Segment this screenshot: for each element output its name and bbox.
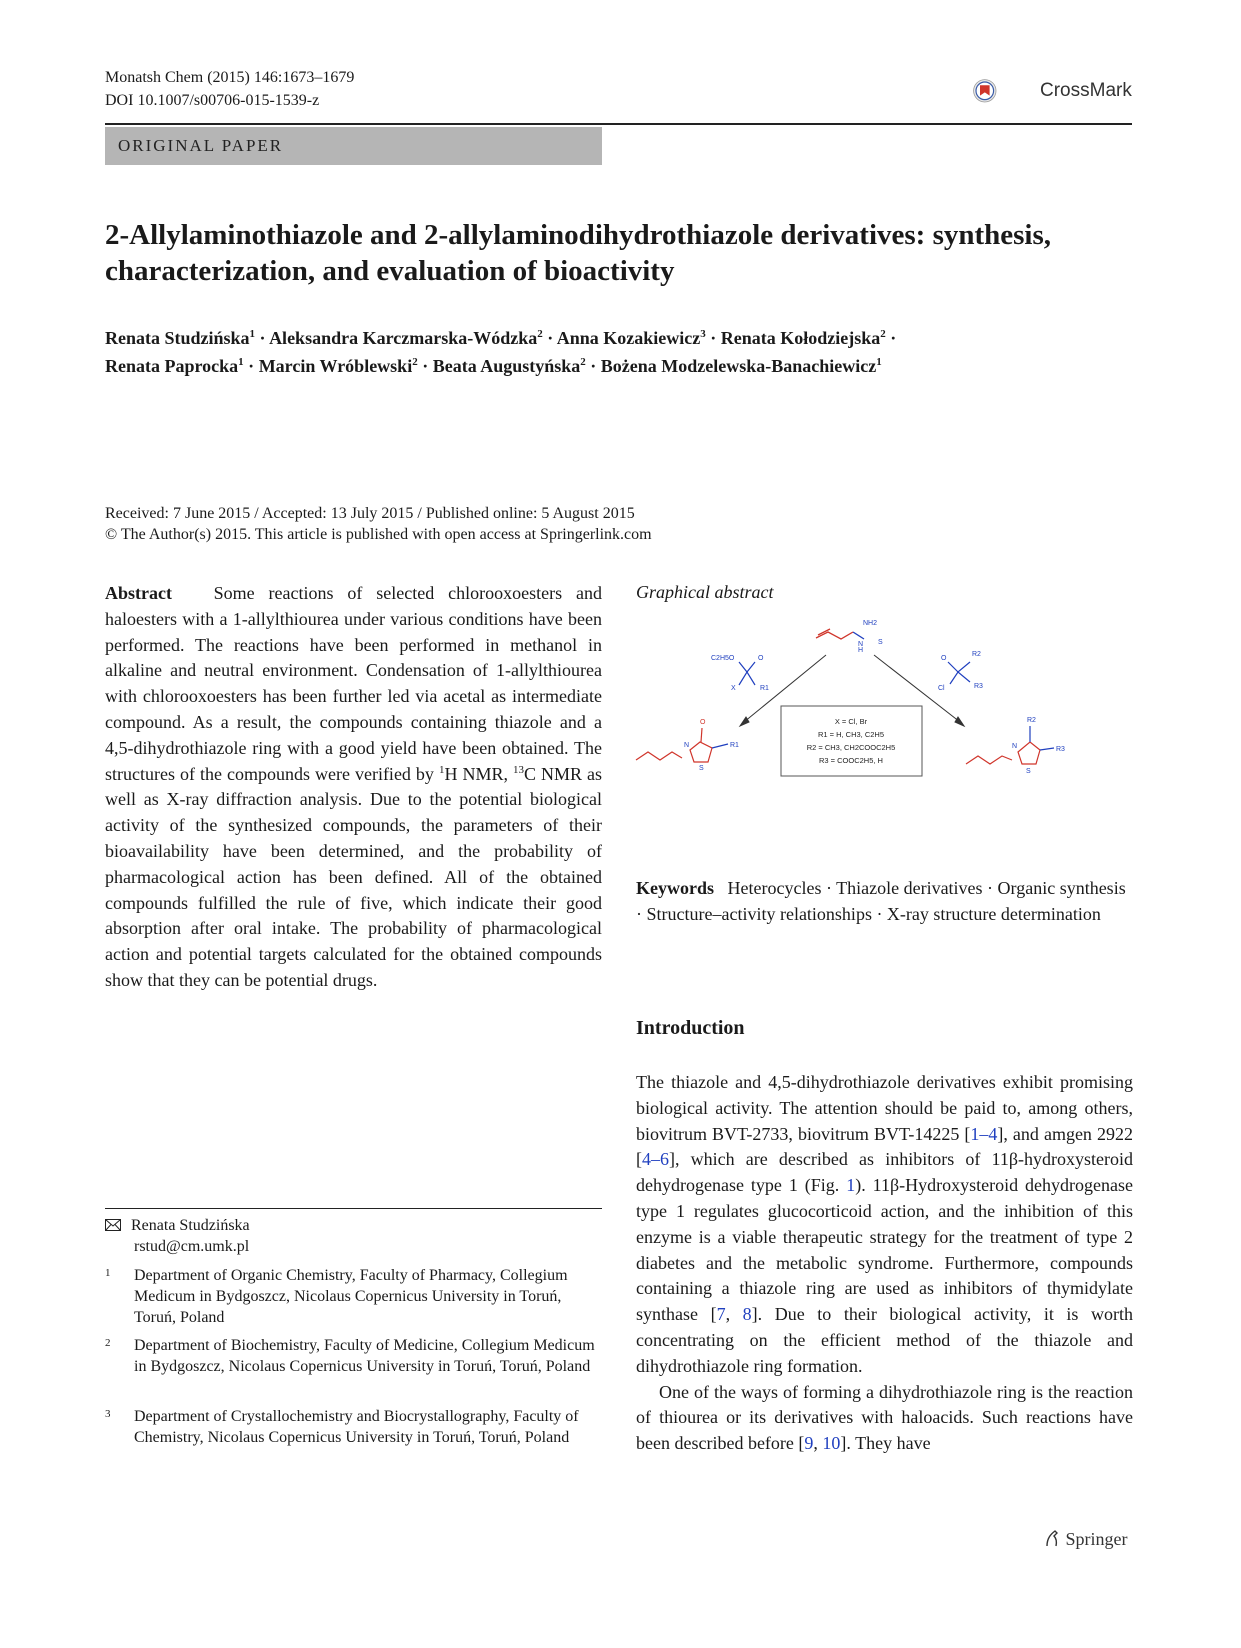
paragraph-text: ). 11β-Hydroxysteroid dehydrogenase type 1 regulates glucocorticoid action, and the inhibition of this enzyme is a viable therapeutic strategy for the treatment of type 2 diabetes and the metabolic syndrome. Furthermore, compounds containing a thiazole ring are used as inhibitors of thymidylate synthase [: [636, 1175, 1133, 1325]
doi[interactable]: DOI 10.1007/s00706-015-1539-z: [105, 92, 320, 109]
affiliation-text: Department of Crystallochemistry and Biocrystallography, Faculty of Chemistry, Nicolaus Copernicus University in Toruń, Toruń, Poland: [134, 1408, 579, 1446]
affiliation-number: 3: [105, 1408, 111, 1420]
cl-label: Cl: [938, 685, 945, 692]
author-name: Marcin Wróblewski: [258, 356, 413, 376]
abstract-text-c: C NMR as well as X-ray diffraction analysis. Due to the potential biological activity of the synthesized compounds, the parameters of their bioavailability have been determined, and the probability of pharmacological action has been defined. All of the obtained compounds fulfilled the rule of five, which indicate their good absorption after oral intake. The probability of pharmacological action and potential targets calculated for the obtained compounds show that they can be potential drugs.: [105, 763, 603, 990]
citation-link[interactable]: 1: [846, 1175, 856, 1196]
paper-type-banner: ORIGINAL PAPER: [105, 127, 602, 165]
citation-link[interactable]: 8: [742, 1304, 752, 1325]
condition-4: R3 = COOC2H5, H: [819, 756, 883, 765]
paragraph-text: The thiazole and 4,5-dihydrothiazole derivatives exhibit promising biological activity. The attention should be paid to, among others, biovitrum BVT-2733, biovitrum BVT-14225 [: [636, 1072, 1133, 1144]
affiliation-number: 2: [105, 1337, 111, 1349]
r2-label-reagent: R2: [972, 651, 981, 658]
paragraph-text: ,: [725, 1304, 743, 1325]
condition-3: R2 = CH3, CH2COOC2H5: [806, 743, 896, 752]
introduction-body: [636, 1070, 1133, 1457]
h-nmr-superscript: 1: [438, 763, 445, 776]
author-affiliation-mark: 2: [580, 356, 586, 368]
condition-2: R1 = H, CH3, C2H5: [817, 730, 885, 739]
correspondence: [105, 1215, 250, 1257]
introduction-heading: Introduction: [636, 1017, 745, 1039]
citation-link[interactable]: 4–6: [642, 1149, 669, 1170]
publication-dates: [105, 503, 652, 545]
r1-label-product: R1: [730, 742, 739, 749]
publisher-footer: [1043, 1528, 1128, 1550]
graphical-abstract-scheme: [636, 620, 1112, 820]
author-affiliation-mark: 1: [876, 356, 882, 368]
crossmark-label[interactable]: CrossMark: [1040, 80, 1132, 101]
paragraph-text: ,: [813, 1433, 823, 1454]
ester-label: C2H5O: [711, 655, 735, 662]
paper-title: 2-Allylaminothiazole and 2-allylaminodihydrothiazole derivatives: synthesis, characterization, and evaluation of bioactivity: [105, 219, 1052, 287]
h-label: H: [858, 647, 864, 654]
thiazole-product: [966, 726, 1054, 764]
r2-label-product: R2: [1027, 717, 1036, 724]
journal-citation: Monatsh Chem (2015) 146:1673–1679: [105, 69, 355, 86]
introduction-paragraph-2: [636, 1380, 1133, 1457]
abstract-text-b: H NMR,: [444, 763, 513, 784]
author-name: Aleksandra Karczmarska-Wódzka: [269, 328, 538, 348]
affiliation-1: [105, 1265, 602, 1328]
footnote-rule: [105, 1208, 602, 1209]
springer-horse-icon: [1043, 1528, 1061, 1548]
abstract: [105, 581, 602, 994]
o-label-right: O: [941, 655, 947, 662]
publisher-name: Springer: [1065, 1529, 1128, 1549]
keywords: [636, 876, 1133, 928]
keywords-label: Keywords: [636, 878, 714, 898]
citation-link[interactable]: 10: [822, 1433, 841, 1454]
author-affiliation-mark: 2: [880, 328, 886, 340]
c-nmr-superscript: 13: [512, 763, 524, 776]
author-affiliation-mark: 1: [238, 356, 244, 368]
envelope-icon: [105, 1219, 121, 1231]
dates-line: Received: 7 June 2015 / Accepted: 13 July 2015 / Published online: 5 August 2015: [105, 505, 635, 522]
x-label: X: [731, 685, 736, 692]
n-label-product-left: N: [684, 742, 690, 749]
header-rule: [105, 123, 1132, 125]
author-name: Anna Kozakiewicz: [556, 328, 701, 348]
paragraph-text: One of the ways of forming a dihydrothiazole ring is the reaction of thiourea or its derivatives with haloacids. Such reactions have been described before [: [636, 1381, 1133, 1454]
s-label-product-right: S: [1026, 768, 1031, 775]
nh-bond: [853, 632, 864, 639]
affiliation-2: [105, 1335, 602, 1377]
journal-header: [105, 66, 354, 112]
abstract-text-a: Some reactions of selected chlorooxoesters and haloesters with a 1-allylthiourea under various conditions have been performed. The reactions have been performed in methanol in alkaline and neutral environment. Condensation of 1-allylthiourea with chlorooxoesters has been further led via acetal as intermediate compound. As a result, the compounds containing thiazole and a 4,5-dihydrothiazole ring with a good yield have been obtained. The structures of the compounds were verified by: [105, 583, 602, 784]
r3-label-product: R3: [1056, 746, 1065, 753]
keywords-text: Heterocycles · Thiazole derivatives · Organic synthesis · Structure–activity relationships · X-ray structure determination: [636, 878, 1126, 924]
author-affiliation-mark: 3: [700, 328, 706, 340]
condition-1: X = Cl, Br: [834, 717, 868, 726]
o-label-product: O: [700, 719, 706, 726]
dihydrothiazole-product: [636, 728, 728, 762]
introduction-paragraph-1: [636, 1070, 1133, 1380]
author-name: Renata Paprocka: [105, 356, 239, 376]
affiliation-number: 1: [105, 1267, 111, 1279]
s-label-product-left: S: [699, 765, 704, 772]
paragraph-text: ], which are described as inhibitors of 11β-hydroxysteroid dehydrogenase type 1 (Fig.: [636, 1149, 1133, 1196]
o-label-left: O: [758, 655, 764, 662]
affiliation-text: Department of Organic Chemistry, Faculty of Pharmacy, Collegium Medicum in Bydgoszcz, Nicolaus Copernicus University in Toruń, Toruń, Poland: [134, 1267, 568, 1326]
corresponding-email[interactable]: rstud@cm.umk.pl: [134, 1238, 250, 1255]
author-affiliation-mark: 1: [249, 328, 256, 340]
author-affiliation-mark: 2: [537, 328, 543, 340]
r3-label-reagent: R3: [974, 683, 983, 690]
copyright-line: © The Author(s) 2015. This article is published with open access at Springerlink.com: [105, 526, 652, 543]
author-name: Renata Kołodziejska: [720, 328, 881, 348]
allylthiourea-structure: [816, 629, 853, 639]
affiliation-text: Department of Biochemistry, Faculty of Medicine, Collegium Medicum in Bydgoszcz, Nicolaus Copernicus University in Toruń, Toruń, Poland: [134, 1337, 595, 1375]
n-label: N: [858, 641, 864, 648]
paragraph-text: ], and amgen 2922 [: [636, 1123, 1133, 1170]
author-name: Bożena Modzelewska-Banachiewicz: [600, 356, 877, 376]
crossmark-logo[interactable]: [972, 58, 1036, 122]
author-name: Beata Augustyńska: [432, 356, 581, 376]
corresponding-author: Renata Studzińska: [131, 1217, 250, 1234]
author-affiliation-mark: 2: [412, 356, 418, 368]
citation-link[interactable]: 1–4: [970, 1123, 998, 1144]
citation-link[interactable]: 9: [804, 1433, 814, 1454]
s-label: S: [878, 639, 883, 646]
paragraph-text: ]. They have: [840, 1433, 931, 1454]
author-list: Renata Studzińska$^1$ · Aleksandra Karczmarska-Wódzka$^2$ · Anna Kozakiewicz$^3$ · Renata Kołodziejska$^2$ · Renata Paprocka$^1$ · Marcin Wróblewski$^2$ · Beata Augustyńska$^2$ · Bożena Modzelewska-Banachiewicz$^1$: [105, 328, 897, 376]
r1-label-reagent: R1: [760, 685, 769, 692]
n-label-product-right: N: [1012, 743, 1018, 750]
affiliation-3: [105, 1406, 602, 1448]
citation-link[interactable]: 7: [716, 1304, 726, 1325]
abstract-label: Abstract: [105, 583, 172, 603]
paragraph-text: ]. Due to their biological activity, it is worth concentrating on the efficient method of the thiazole and dihydrothiazole ring formation.: [636, 1304, 1133, 1376]
graphical-abstract-label: Graphical abstract: [636, 582, 774, 602]
nh2-label: NH2: [863, 620, 878, 627]
author-name: Renata Studzińska: [105, 328, 250, 348]
